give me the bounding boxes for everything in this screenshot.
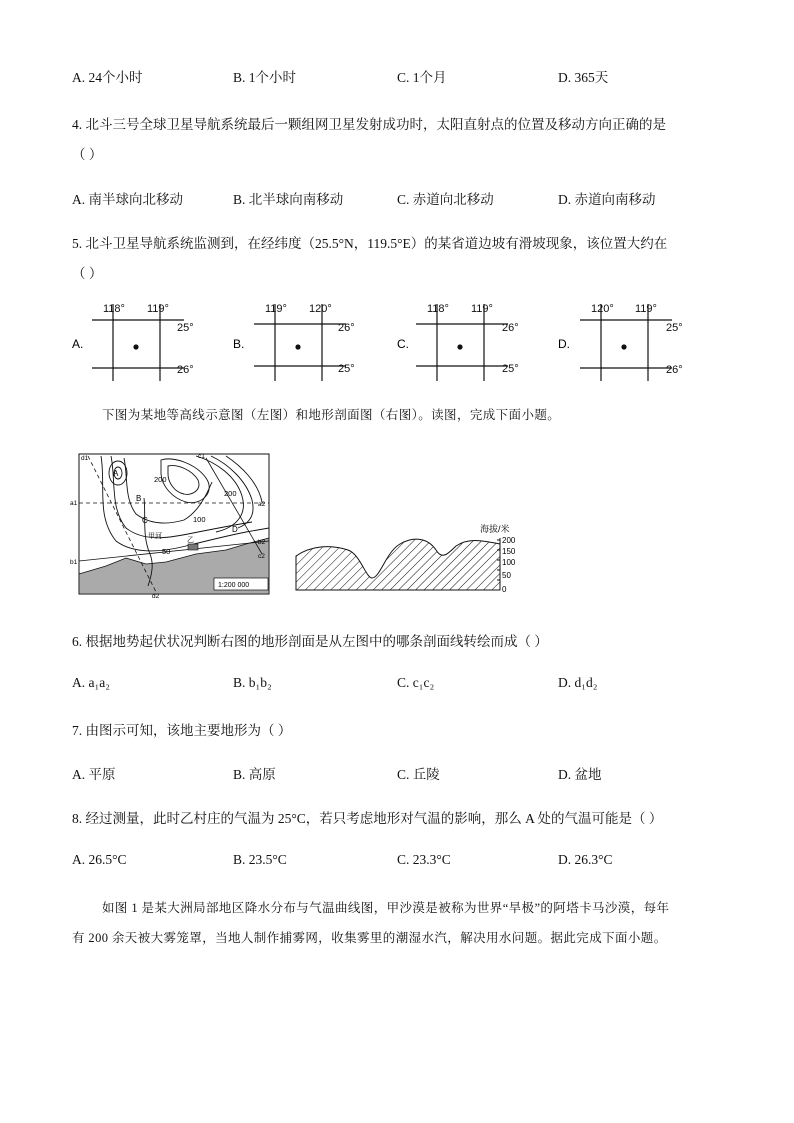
grid-b-letter: B.: [233, 337, 245, 351]
svg-text:D: D: [232, 525, 238, 534]
q4-option-a: A. 南半球向北移动: [72, 192, 183, 207]
svg-text:26°: 26°: [666, 364, 683, 376]
contour-map: [66, 446, 276, 604]
q5-grid-c: [397, 303, 519, 381]
q6-option-a: A. a₁a₂: [72, 675, 110, 690]
svg-text:100: 100: [502, 558, 516, 567]
svg-text:a1: a1: [70, 500, 78, 507]
svg-text:25°: 25°: [177, 322, 194, 334]
q4-option-c: C. 赤道向北移动: [397, 192, 494, 207]
svg-text:c1: c1: [198, 453, 205, 460]
q5-grid-a: [72, 303, 194, 381]
svg-text:d1: d1: [81, 455, 89, 462]
svg-text:50: 50: [502, 571, 511, 580]
q5-paren: （ ）: [72, 266, 103, 281]
svg-text:d2: d2: [152, 593, 160, 600]
svg-text:b1: b1: [70, 559, 78, 566]
q6-option-c: C. c₁c₂: [397, 675, 435, 690]
svg-text:100: 100: [193, 515, 206, 524]
q7-stem: 7. 由图示可知，该地主要地形为（ ）: [72, 723, 292, 738]
svg-text:C: C: [142, 516, 148, 525]
svg-text:150: 150: [502, 547, 516, 556]
q8-option-a: A. 26.5°C: [72, 852, 127, 867]
svg-text:119°: 119°: [265, 303, 287, 315]
svg-text:200: 200: [154, 475, 167, 484]
q3-option-d: D. 365天: [558, 70, 609, 85]
grid-c-letter: C.: [397, 337, 409, 351]
svg-text:B: B: [136, 494, 142, 503]
q7-option-b: B. 高原: [233, 767, 276, 782]
svg-text:50: 50: [162, 547, 171, 556]
terrain-profile: [290, 520, 520, 596]
q4-option-d: D. 赤道向南移动: [558, 192, 656, 207]
q4-option-b: B. 北半球向南移动: [233, 192, 344, 207]
q5-grid-d: [558, 303, 683, 381]
svg-text:200: 200: [502, 536, 516, 545]
q5-grid-b: [233, 303, 355, 381]
svg-text:0: 0: [502, 585, 507, 594]
q5-grid-options: [64, 296, 744, 382]
q6-stem: 6. 根据地势起伏状况判断右图的地形剖面是从左图中的哪条剖面线转绘而成（ ）: [72, 634, 548, 649]
svg-text:25°: 25°: [502, 363, 519, 375]
q3-option-a: A. 24个小时: [72, 70, 143, 85]
svg-text:120°: 120°: [309, 303, 332, 315]
q8-option-c: C. 23.3°C: [397, 852, 451, 867]
svg-text:1:200 000: 1:200 000: [218, 582, 250, 589]
svg-text:120°: 120°: [591, 303, 614, 315]
svg-text:c2: c2: [258, 553, 265, 560]
svg-text:b2: b2: [258, 539, 266, 546]
q8-option-b: B. 23.5°C: [233, 852, 287, 867]
q4-stem: 4. 北斗三号全球卫星导航系统最后一颗组网卫星发射成功时，太阳直射点的位置及移动方向正确的是: [72, 117, 666, 132]
q3-option-b: B. 1个小时: [233, 70, 297, 85]
svg-text:200: 200: [224, 489, 237, 498]
intro-figure-1: 下图为某地等高线示意图（左图）和地形剖面图（右图）。读图，完成下面小题。: [102, 408, 561, 422]
q3-option-c: C. 1个月: [397, 70, 447, 85]
q6-option-d: D. d₁d₂: [558, 675, 598, 690]
svg-text:A: A: [113, 469, 119, 478]
svg-text:a2: a2: [258, 501, 266, 508]
intro-figure-2-line2: 有 200 余天被大雾笼罩，当地人制作捕雾网，收集雾里的潮湿水汽，解决用水问题。据此完成下面小题。: [72, 931, 667, 945]
svg-text:乙: 乙: [187, 537, 194, 544]
svg-text:119°: 119°: [147, 303, 169, 315]
q7-option-a: A. 平原: [72, 767, 116, 782]
q8-option-d: D. 26.3°C: [558, 852, 613, 867]
grid-a-letter: A.: [72, 337, 84, 351]
q4-paren: （ ）: [72, 147, 103, 162]
svg-text:25°: 25°: [666, 322, 683, 334]
intro-figure-2-line1: 如图 1 是某大洲局部地区降水分布与气温曲线图，甲沙漠是被称为世界“旱极”的阿塔卡马沙漠，每年: [102, 901, 670, 915]
q8-stem: 8. 经过测量，此时乙村庄的气温为 25°C，若只考虑地形对气温的影响，那么 A 处的气温可能是（ ）: [72, 811, 663, 826]
svg-text:海拔/米: 海拔/米: [480, 524, 510, 534]
q5-stem: 5. 北斗卫星导航系统监测到，在经纬度（25.5°N，119.5°E）的某省道边坡有滑坡现象，该位置大约在: [72, 236, 668, 251]
svg-text:118°: 118°: [427, 303, 449, 315]
svg-text:25°: 25°: [338, 363, 355, 375]
svg-text:118°: 118°: [103, 303, 125, 315]
svg-text:26°: 26°: [502, 322, 519, 334]
svg-text:甲河: 甲河: [148, 533, 162, 540]
svg-text:119°: 119°: [635, 303, 657, 315]
svg-text:26°: 26°: [338, 322, 355, 334]
q7-option-c: C. 丘陵: [397, 767, 440, 782]
q7-option-d: D. 盆地: [558, 767, 602, 782]
grid-d-letter: D.: [558, 337, 570, 351]
svg-text:119°: 119°: [471, 303, 493, 315]
q6-option-b: B. b₁b₂: [233, 675, 272, 690]
svg-text:26°: 26°: [177, 364, 194, 376]
